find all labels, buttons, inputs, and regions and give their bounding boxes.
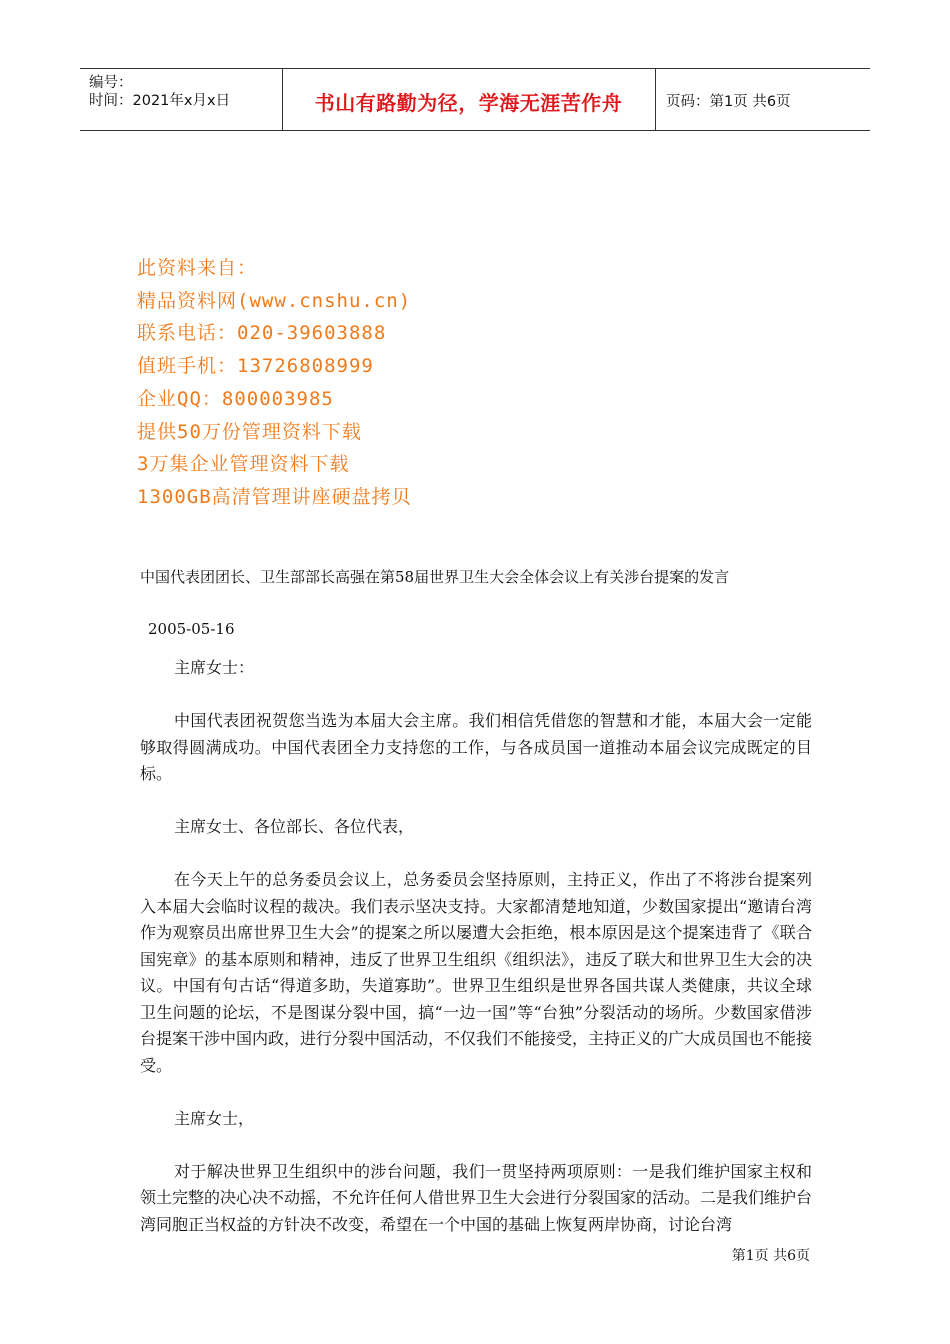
ad-line: 提供50万份管理资料下载 — [137, 420, 362, 443]
ad-line: 精品资料网(www.cnshu.cn) — [137, 289, 412, 312]
header-motto-cell — [282, 69, 656, 130]
ad-line: 1300GB高清管理讲座硬盘拷贝 — [137, 485, 412, 508]
ad-line: 企业QQ：800003985 — [137, 387, 334, 410]
ad-block — [137, 252, 412, 514]
document-date: 2005-05-16 — [148, 620, 235, 638]
paragraph-salutation: 主席女士， — [174, 1108, 255, 1128]
header-page-info: 页码：第1页 共6页 — [666, 94, 791, 110]
ad-line: 此资料来自： — [137, 257, 258, 279]
document-body — [140, 563, 812, 1238]
document-title: 中国代表团团长、卫生部部长高强在第58届世界卫生大会全体会议上有关涉台提案的发言 — [140, 568, 730, 586]
ad-line: 3万集企业管理资料下载 — [137, 453, 350, 476]
ad-line: 值班手机：13726808999 — [137, 355, 374, 378]
header-meta-cell — [80, 69, 283, 130]
document-number-label: 编号： — [89, 75, 133, 91]
paragraph: 中国代表团祝贺您当选为本届大会主席。我们相信凭借您的智慧和才能，本届大会一定能够取得圆满成功。中国代表团全力支持您的工作，与各成员国一道推动本届会议完成既定的目标。 — [140, 711, 812, 783]
paragraph-salutation: 主席女士： — [174, 658, 255, 677]
header-page-cell — [656, 69, 870, 130]
paragraph: 在今天上午的总务委员会议上，总务委员会坚持原则，主持正义，作出了不将涉台提案列入本届大会临时议程的裁决。我们表示坚决支持。大家都清楚地知道，少数国家提出“邀请台湾作为观察员出席世界卫生大会”的提案之所以屡遭大会拒绝，根本原因是这个提案违背了《联合国宪章》的基本原则和精神，违反了世界卫生组织《组织法》，违反了联大和世界卫生大会的决议。中国有句古话“得道多助，失道寡助”。世界卫生组织是世界各国共谋人类健康，共议全球卫生问题的论坛，不是图谋分裂中国，搞“一边一国”等“台独”分裂活动的场所。少数国家借涉台提案干涉中国内政，进行分裂中国活动，不仅我们不能接受，主持正义的广大成员国也不能接受。 — [140, 870, 813, 1075]
paragraph-salutation: 主席女士、各位部长、各位代表， — [174, 817, 415, 836]
document-time-label: 时间：2021年x月x日 — [89, 93, 231, 109]
paragraph: 对于解决世界卫生组织中的涉台问题，我们一贯坚持两项原则：一是我们维护国家主权和领土完整的决心决不动摇，不允许任何人借世界卫生大会进行分裂国家的活动。二是我们维护台湾同胞正当权益的方针决不改变，希望在一个中国的基础上恢复两岸协商，讨论台湾 — [140, 1161, 813, 1234]
header-motto: 书山有路勤为径，学海无涯苦作舟 — [314, 91, 623, 115]
page-header — [80, 68, 870, 131]
ad-line: 联系电话：020-39603888 — [137, 322, 387, 345]
page-footer: 第1页 共6页 — [731, 1248, 810, 1264]
